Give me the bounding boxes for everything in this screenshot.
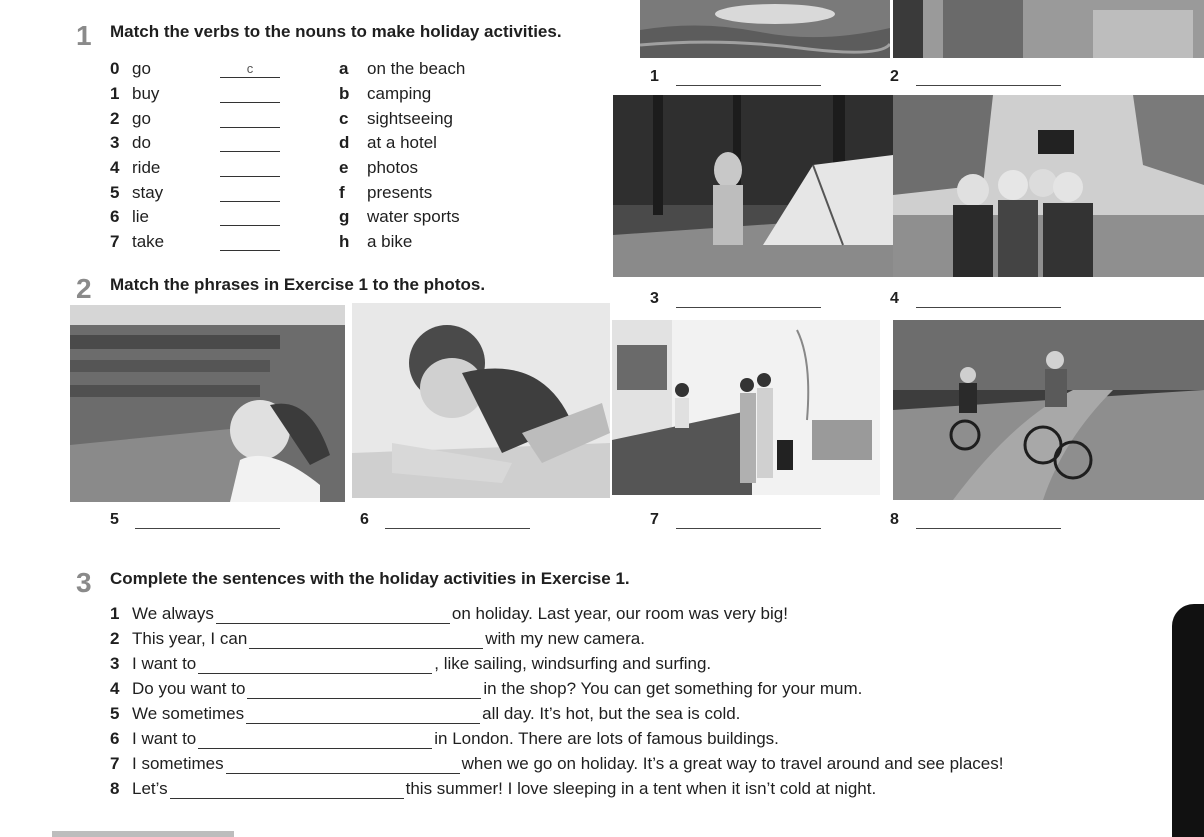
sentence-after: this summer! I love sleeping in a tent when it isn’t cold at night.	[405, 779, 877, 798]
exercise-3-title: Complete the sentences with the holiday activities in Exercise 1.	[110, 569, 630, 588]
noun-text: photos	[367, 158, 419, 177]
verb-text: lie	[132, 207, 150, 226]
answer-blank-0[interactable]: c	[220, 61, 280, 78]
verb-text: stay	[132, 183, 164, 202]
exercise-1-number: 1	[76, 20, 92, 51]
sentence-row	[110, 629, 645, 651]
sentence-row	[110, 654, 711, 676]
exercise-2-title: Match the phrases in Exercise 1 to the photos.	[110, 275, 486, 294]
bottom-edge-strip	[52, 831, 234, 837]
noun-text: a bike	[367, 232, 413, 251]
sentence-before: This year, I can	[132, 629, 248, 648]
sentence-answer-blank[interactable]	[170, 782, 404, 799]
noun-text: on the beach	[367, 59, 466, 78]
photo-label-5: 5	[110, 511, 119, 528]
noun-text: presents	[367, 183, 433, 202]
noun-letter: a	[339, 59, 349, 78]
noun-letter: h	[339, 232, 350, 251]
verb-number: 3	[110, 133, 120, 152]
verb-number: 2	[110, 109, 120, 128]
noun-letter: c	[339, 109, 349, 128]
verb-number: 5	[110, 183, 120, 202]
sentence-number: 7	[110, 754, 120, 773]
verb-number: 6	[110, 207, 120, 226]
sentence-after: all day. It’s hot, but the sea is cold.	[482, 704, 741, 723]
photo-answer-line-4[interactable]	[916, 306, 1061, 308]
photo-label-1: 1	[650, 68, 659, 85]
sentence-after: with my new camera.	[485, 629, 645, 648]
exercise-1-title: Match the verbs to the nouns to make holiday activities.	[110, 22, 562, 41]
photo-answer-line-2[interactable]	[916, 84, 1061, 86]
verb-number: 4	[110, 158, 120, 177]
sentence-row	[110, 754, 1003, 776]
sentence-before: We sometimes	[132, 704, 245, 723]
photo-answer-line-3[interactable]	[676, 306, 821, 308]
sentence-before: Do you want to	[132, 679, 246, 698]
photo-camping	[613, 95, 903, 277]
sentence-number: 1	[110, 604, 120, 623]
sentence-number: 2	[110, 629, 120, 648]
page-edge-tab	[1172, 604, 1204, 837]
verb-number: 1	[110, 84, 120, 103]
photo-answer-line-5[interactable]	[135, 527, 280, 529]
verb-text: take	[132, 232, 165, 251]
sentence-row	[110, 704, 740, 726]
noun-letter: e	[339, 158, 349, 177]
sentence-row	[110, 729, 779, 751]
photo-sightseeing	[70, 305, 345, 502]
photo-answer-line-8[interactable]	[916, 527, 1061, 529]
photo-water-sports-strip	[640, 0, 890, 58]
photo-label-6: 6	[360, 511, 369, 528]
sentence-answer-blank[interactable]	[198, 732, 432, 749]
sentence-answer-blank[interactable]	[249, 632, 483, 649]
sentence-before: We always	[132, 604, 214, 623]
sentence-after: when we go on holiday. It’s a great way to travel around and see places!	[461, 754, 1004, 773]
photo-answer-line-6[interactable]	[385, 527, 530, 529]
sentence-before: Let’s	[132, 779, 168, 798]
answer-blank-6[interactable]	[220, 209, 280, 226]
verb-text: go	[132, 59, 151, 78]
photo-beach	[352, 303, 610, 498]
noun-text: water sports	[367, 207, 460, 226]
noun-text: sightseeing	[367, 109, 454, 128]
verb-number: 0	[110, 59, 120, 78]
photo-shop-strip	[893, 0, 1204, 58]
sentence-after: , like sailing, windsurfing and surfing.	[434, 654, 712, 673]
answer-blank-4[interactable]	[220, 160, 280, 177]
sentence-number: 3	[110, 654, 120, 673]
answer-blank-1[interactable]	[220, 86, 280, 103]
answer-blank-7[interactable]	[220, 234, 280, 251]
photo-label-3: 3	[650, 290, 659, 307]
sentence-before: I want to	[132, 654, 197, 673]
noun-text: at a hotel	[367, 133, 437, 152]
photo-label-2: 2	[890, 68, 899, 85]
verb-text: buy	[132, 84, 160, 103]
verb-text: ride	[132, 158, 161, 177]
sentence-number: 6	[110, 729, 120, 748]
photo-hotel	[612, 320, 880, 495]
sentence-row	[110, 679, 862, 701]
photo-label-4: 4	[890, 290, 899, 307]
sentence-number: 4	[110, 679, 120, 698]
photo-label-7: 7	[650, 511, 659, 528]
noun-letter: d	[339, 133, 350, 152]
sentence-row	[110, 779, 876, 801]
sentence-row	[110, 604, 788, 626]
photo-answer-line-1[interactable]	[676, 84, 821, 86]
noun-text: camping	[367, 84, 432, 103]
photo-bikes	[893, 320, 1204, 500]
sentence-before: I want to	[132, 729, 197, 748]
answer-blank-2[interactable]	[220, 111, 280, 128]
noun-letter: b	[339, 84, 350, 103]
exercise-3-number: 3	[76, 567, 92, 598]
sentence-before: I sometimes	[132, 754, 224, 773]
sentence-answer-blank[interactable]	[226, 757, 460, 774]
photo-selfie	[893, 95, 1204, 277]
sentence-number: 5	[110, 704, 120, 723]
sentence-number: 8	[110, 779, 120, 798]
exercise-2-number: 2	[76, 273, 92, 304]
sentence-answer-blank[interactable]	[216, 607, 450, 624]
sentence-after: in the shop? You can get something for your mum.	[483, 679, 863, 698]
noun-letter: f	[339, 183, 345, 202]
noun-letter: g	[339, 207, 350, 226]
verb-text: do	[132, 133, 151, 152]
photo-answer-line-7[interactable]	[676, 527, 821, 529]
verb-number: 7	[110, 232, 120, 251]
sentence-answer-blank[interactable]	[198, 657, 432, 674]
verb-text: go	[132, 109, 151, 128]
photo-label-8: 8	[890, 511, 899, 528]
answer-blank-3[interactable]	[220, 135, 280, 152]
answer-blank-5[interactable]	[220, 185, 280, 202]
sentence-answer-blank[interactable]	[246, 707, 480, 724]
sentence-after: on holiday. Last year, our room was very big!	[451, 604, 788, 623]
sentence-after: in London. There are lots of famous buildings.	[434, 729, 779, 748]
sentence-answer-blank[interactable]	[247, 682, 481, 699]
